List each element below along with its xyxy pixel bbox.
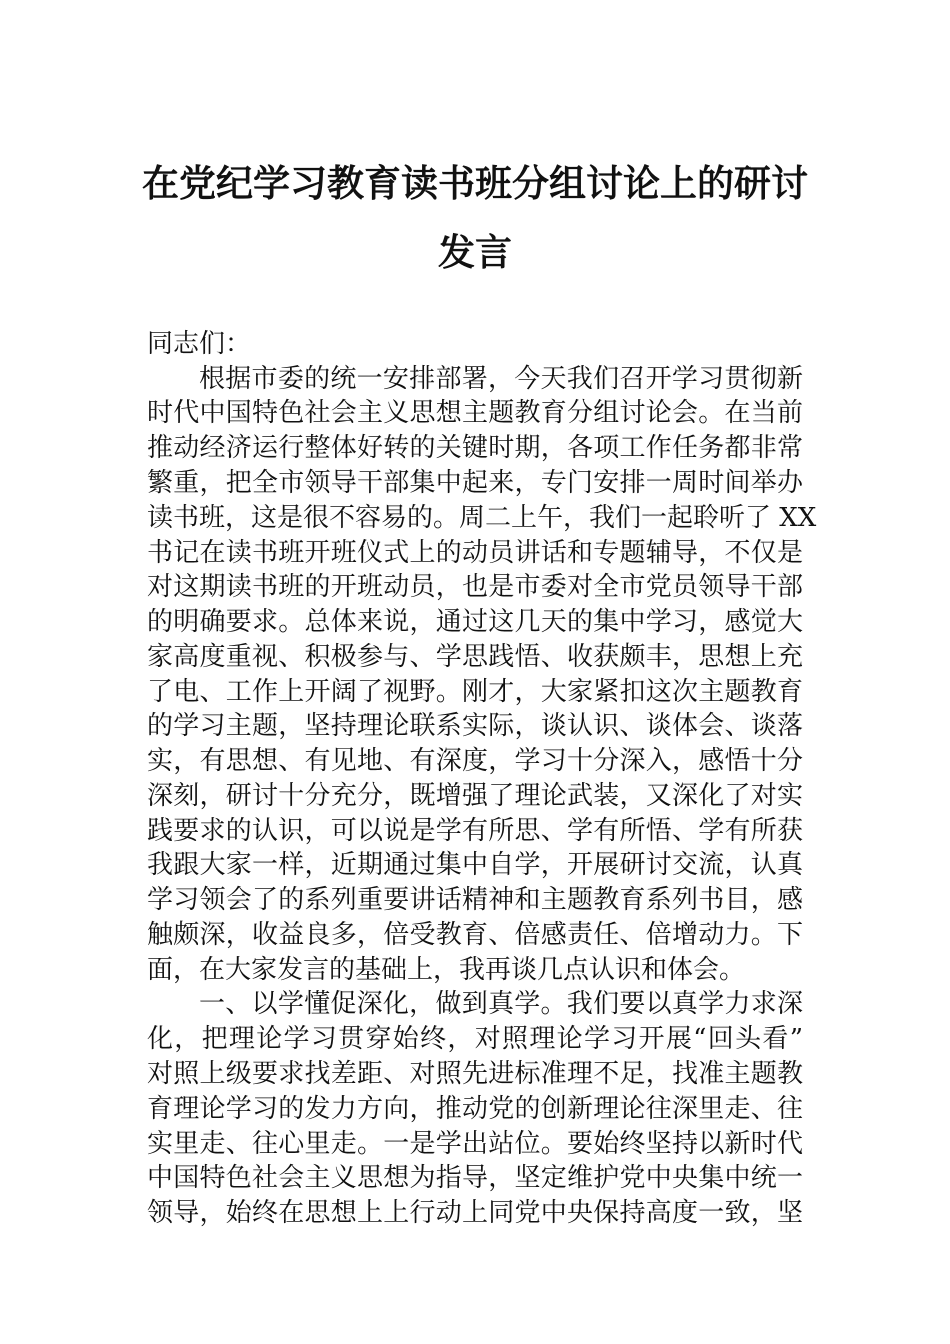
body-line: 面，在大家发言的基础上，我再谈几点认识和体会。 bbox=[147, 955, 746, 985]
body-line: 对这期读书班的开班动员，也是市委对全市党员领导干部 bbox=[147, 572, 803, 602]
body-line: 的学习主题，坚持理论联系实际，谈认识、谈体会、谈落 bbox=[147, 711, 803, 741]
body-line: 一、以学懂促深化，做到真学。我们要以真学力求深 bbox=[199, 989, 803, 1019]
body-line: 中国特色社会主义思想为指导，坚定维护党中央集中统一 bbox=[147, 1163, 803, 1193]
body-line: 繁重，把全市领导干部集中起来，专门安排一周时间举办 bbox=[147, 468, 803, 498]
body-line: 实，有思想、有见地、有深度，学习十分深入，感悟十分 bbox=[147, 746, 803, 776]
body-line: 领导，始终在思想上上行动上同党中央保持高度一致，坚 bbox=[147, 1198, 803, 1228]
body-line: 深刻，研讨十分充分，既增强了理论武装，又深化了对实 bbox=[147, 781, 803, 811]
body-line: 践要求的认识，可以说是学有所思、学有所悟、学有所获 bbox=[147, 816, 803, 846]
salutation: 同志们： bbox=[147, 329, 252, 359]
body-line: 家高度重视、积极参与、学思践悟、收获颇丰，思想上充 bbox=[147, 642, 803, 672]
body-line: 读书班，这是很不容易的。周二上午，我们一起聆听了 XX bbox=[147, 503, 817, 533]
body-line: 推动经济运行整体好转的关键时期，各项工作任务都非常 bbox=[147, 433, 803, 463]
body-line: 书记在读书班开班仪式上的动员讲话和专题辅导，不仅是 bbox=[147, 538, 803, 568]
body-line: 化，把理论学习贯穿始终，对照理论学习开展“回头看” bbox=[147, 1024, 803, 1054]
body-line: 育理论学习的发力方向，推动党的创新理论往深里走、往 bbox=[147, 1094, 803, 1124]
body-line: 时代中国特色社会主义思想主题教育分组讨论会。在当前 bbox=[147, 398, 803, 428]
document-title-line-2: 发言 bbox=[438, 230, 512, 274]
body-line: 我跟大家一样，近期通过集中自学，开展研讨交流，认真 bbox=[147, 850, 803, 880]
body-line: 实里走、往心里走。一是学出站位。要始终坚持以新时代 bbox=[147, 1129, 803, 1159]
body-line: 学习领会了的系列重要讲话精神和主题教育系列书目，感 bbox=[147, 885, 803, 915]
document-title-line-1: 在党纪学习教育读书班分组讨论上的研讨 bbox=[142, 161, 808, 205]
body-line: 根据市委的统一安排部署，今天我们召开学习贯彻新 bbox=[199, 364, 803, 394]
body-line: 触颇深，收益良多，倍受教育、倍感责任、倍增动力。下 bbox=[147, 920, 803, 950]
body-line: 的明确要求。总体来说，通过这几天的集中学习，感觉大 bbox=[147, 607, 803, 637]
body-line: 了电、工作上开阔了视野。刚才，大家紧扣这次主题教育 bbox=[147, 677, 803, 707]
body-line: 对照上级要求找差距、对照先进标准理不足，找准主题教 bbox=[147, 1059, 803, 1089]
